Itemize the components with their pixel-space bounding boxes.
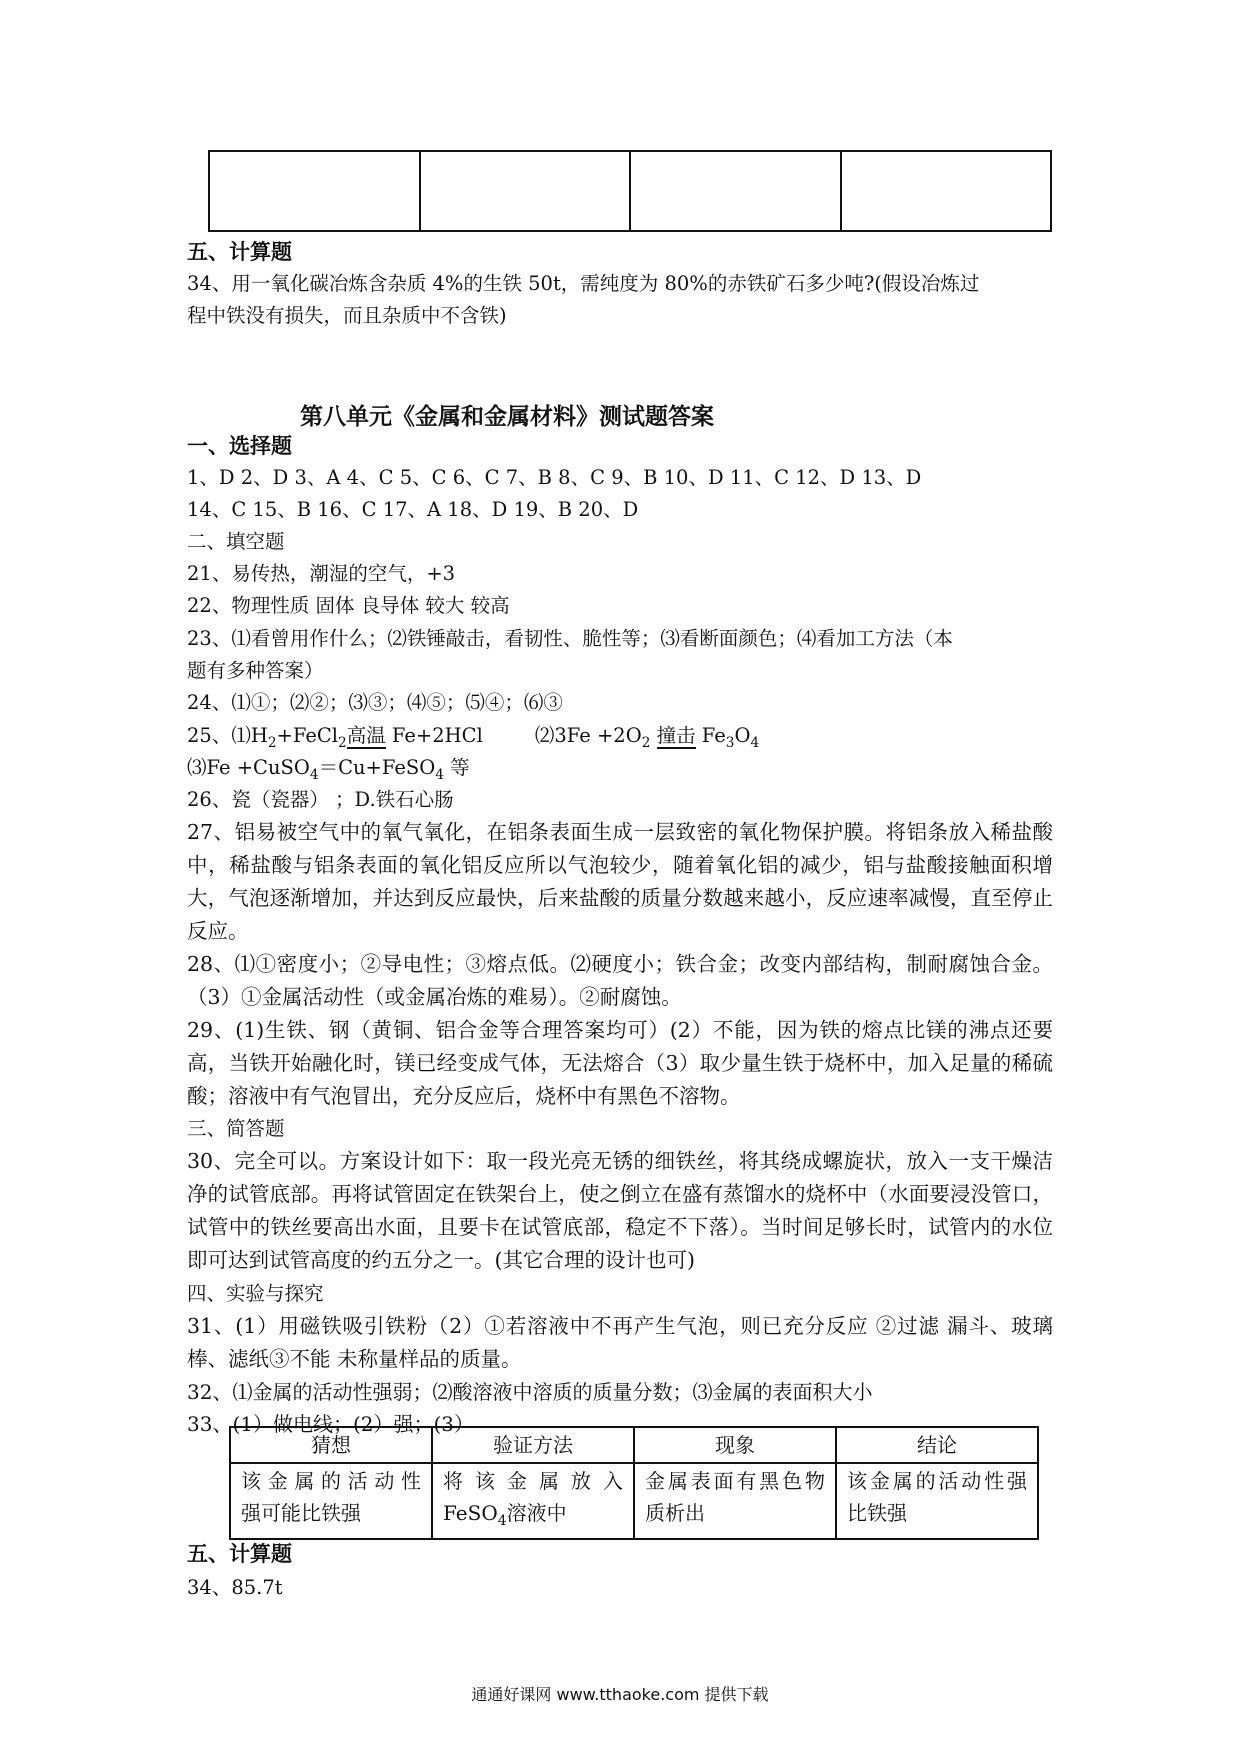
footer-text: 通通好课网 www.tthaoke.com 提供下载 [471, 1685, 769, 1704]
answer-32: 32、⑴金属的活动性强弱；⑵酸溶液中溶质的质量分数；⑶金属的表面积大小 [187, 1380, 873, 1404]
answer-23-line-1: 23、⑴看曾用作什么；⑵铁锤敲击，看韧性、脆性等；⑶看断面颜色；⑷看加工方法（本 [187, 627, 953, 650]
equation-text: Fe+2HCl [385, 724, 483, 747]
subscript: 2 [338, 734, 347, 751]
answer-31: 31、(1）用磁铁吸引铁粉（2）①若溶液中不再产生气泡，则已充分反应 ②过滤 漏斗、玻璃棒、滤纸③不能 未称量样品的质量。 [187, 1314, 1053, 1371]
table-row [209, 151, 1051, 231]
table-header-cell: 结论 [836, 1427, 1038, 1463]
equation-text: ⑵3Fe +2O [534, 724, 642, 747]
reaction-condition: 高温 [346, 724, 386, 747]
table-cell [230, 1463, 432, 1539]
answer-33-table [229, 1426, 1039, 1540]
page-title: 第八单元《金属和金属材料》测试题答案 [300, 403, 714, 430]
table-cell [432, 1463, 634, 1539]
answer-34: 34、85.7t [187, 1576, 283, 1599]
answer-21: 21、易传热，潮湿的空气，+3 [187, 562, 456, 585]
cell-line: 该金属的活动性 [241, 1469, 421, 1493]
table-cell [841, 151, 1052, 231]
equation-text: +FeCl [276, 724, 339, 747]
answer-26: 26、瓷（瓷器） ；D.铁石心肠 [187, 788, 454, 811]
cell-line: 比铁强 [847, 1501, 907, 1525]
answer-22: 22、物理性质 固体 良导体 较大 较高 [187, 594, 510, 617]
section-heading-short-answer: 三、简答题 [187, 1117, 285, 1140]
cell-line: 将该金属放入 [443, 1469, 623, 1493]
cell-line: FeSO [443, 1501, 498, 1525]
answer-33: 33、(1）做电线；(2）强；(3） [187, 1412, 475, 1436]
table-cell [630, 151, 841, 231]
subscript: 4 [435, 766, 444, 783]
table-cell [420, 151, 631, 231]
question-34-line-2: 程中铁没有损失，而且杂质中不含铁) [187, 304, 507, 327]
answer-28: 28、⑴①密度小；②导电性；③熔点低。⑵硬度小；铁合金；改变内部结构，制耐腐蚀合金。（3）①金属活动性（或金属冶炼的难易）。②耐腐蚀。 [187, 952, 1053, 1009]
subscript: 4 [497, 1513, 507, 1529]
subscript: 3 [725, 734, 735, 751]
subscript: 2 [267, 734, 277, 751]
empty-answer-table [208, 150, 1052, 232]
section-heading: 五、计算题 [187, 239, 292, 264]
answer-24: 24、⑴①；⑵②；⑶③；⑷⑤；⑸④；⑹③ [187, 691, 563, 714]
cell-line: 质析出 [645, 1501, 705, 1525]
equation-text: ＝Cu+FeSO [318, 756, 436, 779]
table-cell [836, 1463, 1038, 1539]
reaction-condition: 撞击 [656, 724, 696, 747]
cell-line: 该金属的活动性强 [847, 1469, 1027, 1493]
answer-27: 27、铝易被空气中的氧气氧化，在铝条表面生成一层致密的氧化物保护膜。将铝条放入稀盐酸中，稀盐酸与铝条表面的氧化铝反应所以气泡较少，随着氧化铝的减少，铝与盐酸接触面积增大，气泡逐渐增加，并达到反应最快，后来盐酸的质量分数越来越小，反应速率减慢，直至停止反应。 [187, 820, 1053, 943]
table-header-cell: 猜想 [230, 1427, 432, 1463]
cell-line: 强可能比铁强 [241, 1501, 361, 1525]
answer-23-line-2: 题有多种答案） [187, 659, 324, 682]
table-row [230, 1463, 1038, 1539]
section-heading-calc: 五、计算题 [187, 1541, 292, 1566]
equation-text: ⑶Fe +CuSO [187, 756, 310, 779]
cell-line: 金属表面有黑色物 [645, 1469, 825, 1493]
equation-text: 25、⑴H [187, 724, 268, 747]
subscript: 4 [309, 766, 319, 783]
table-header-cell: 现象 [634, 1427, 836, 1463]
equation-text: O [734, 724, 751, 747]
answer-29: 29、(1)生铁、钢（黄铜、铝合金等合理答案均可）(2）不能，因为铁的熔点比镁的沸点还要高，当铁开始融化时，镁已经变成气体，无法熔合（3）取少量生铁于烧杯中，加入足量的稀硫酸；溶液中有气泡冒出，充分反应后，烧杯中有黑色不溶物。 [187, 1018, 1053, 1108]
section-heading-fill: 二、填空题 [187, 530, 285, 553]
section-heading-experiment: 四、实验与探究 [187, 1282, 324, 1305]
table-cell [209, 151, 420, 231]
table-cell [634, 1463, 836, 1539]
answer-choice-line-1: 1、D 2、D 3、A 4、C 5、C 6、C 7、B 8、C 9、B 10、D 11、C 12、D 13、D [187, 466, 922, 489]
equation-text: Fe [695, 724, 726, 747]
section-heading-choice: 一、选择题 [187, 433, 292, 458]
answer-choice-line-2: 14、C 15、B 16、C 17、A 18、D 19、B 20、D [187, 498, 639, 521]
cell-line: 溶液中 [506, 1501, 567, 1525]
subscript: 4 [750, 734, 760, 751]
subscript: 2 [641, 734, 651, 751]
equation-text: 等 [443, 756, 470, 779]
answer-30: 30、完全可以。方案设计如下：取一段光亮无锈的细铁丝，将其绕成螺旋状，放入一支干燥洁净的试管底部。再将试管固定在铁架台上，使之倒立在盛有蒸馏水的烧杯中（水面要浸没管口，试管中的铁丝要高出水面，且要卡在试管底部，稳定不下落）。当时间足够长时，试管内的水位即可达到试管高度的约五分之一。(其它合理的设计也可) [187, 1149, 1053, 1272]
table-header-cell: 验证方法 [432, 1427, 634, 1463]
question-34-line-1: 34、用一氧化碳冶炼含杂质 4%的生铁 50t，需纯度为 80%的赤铁矿石多少吨?(假设冶炼过 [187, 272, 980, 295]
table-header-row [230, 1427, 1038, 1463]
